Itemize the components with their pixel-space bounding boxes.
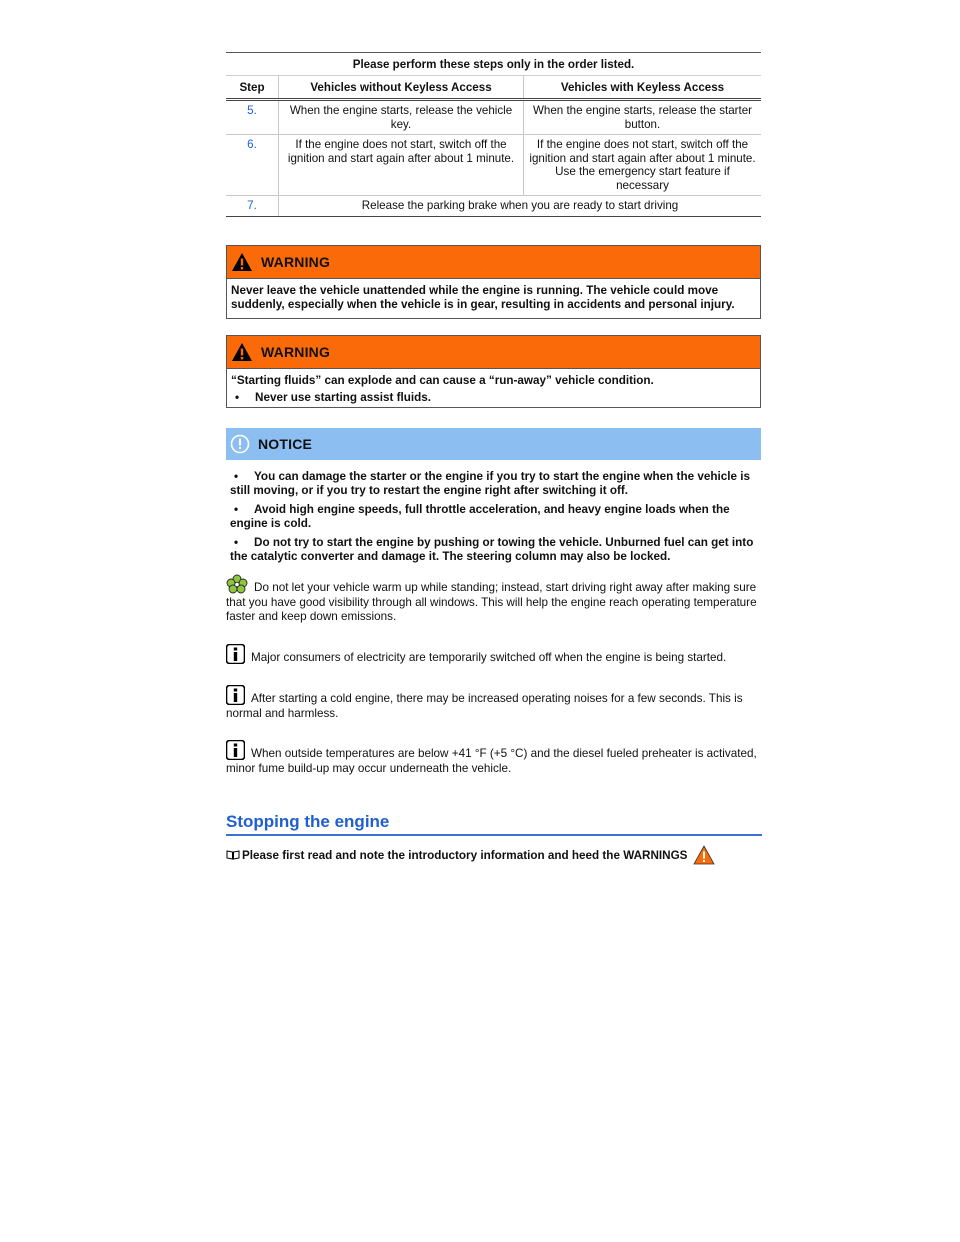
section-intro-text: Please first read and note the introductory information and heed the WARNINGS: [242, 848, 688, 862]
notice-title: NOTICE: [258, 436, 313, 452]
header-step: Step: [226, 76, 279, 100]
notice-box: [226, 428, 761, 563]
warning-box: [226, 335, 761, 408]
warning-box: [226, 245, 761, 319]
info-icon: [226, 685, 245, 705]
environment-flower-icon: [226, 574, 248, 594]
notice-header: [226, 428, 761, 460]
warning-triangle-icon: [231, 252, 253, 272]
warning-text: Never leave the vehicle unattended while the engine is running. The vehicle could move suddenly, especially when the vehicle is in gear, resulting in accidents and personal injury.: [231, 284, 735, 311]
step-number[interactable]: 6.: [226, 135, 279, 196]
warning-triangle-icon: [231, 342, 253, 362]
warning-bullet-text: Never use starting assist fluids.: [255, 391, 432, 404]
warning-title: WARNING: [261, 344, 331, 360]
bullet-icon: •: [234, 470, 239, 483]
cell-with-keyless: If the engine does not start, switch off the ignition and start again after about 1 minute. Use the emergency start feature if necessary: [524, 135, 762, 196]
table-row: [226, 100, 761, 135]
notice-item: • You can damage the starter or the engine if you try to start the engine when the vehicle is still moving, or if you try to restart the engine right after switching it off.: [230, 470, 750, 497]
bullet-icon: •: [234, 503, 239, 516]
warning-header: [227, 336, 760, 369]
notice-item: • Avoid high engine speeds, full throttle acceleration, and heavy engine loads when the engine is cold.: [230, 503, 730, 530]
section-title: Stopping the engine: [226, 812, 762, 836]
step-number[interactable]: 5.: [226, 100, 279, 135]
warning-header: [227, 246, 760, 279]
warning-triangle-icon[interactable]: [693, 845, 715, 865]
cell-without-keyless: If the engine does not start, switch off the ignition and start again after about 1 minute.: [279, 135, 524, 196]
info-note: After starting a cold engine, there may be increased operating noises for a few seconds. This is normal and harmless.: [226, 685, 762, 721]
cell-without-keyless: When the engine starts, release the vehicle key.: [279, 100, 524, 135]
step-number[interactable]: 7.: [226, 196, 279, 217]
notice-item: • Do not try to start the engine by pushing or towing the vehicle. Unburned fuel can get into the catalytic converter and damage it. The steering column may also be locked.: [230, 536, 754, 563]
info-icon: [226, 740, 245, 760]
warning-bullet: [231, 388, 756, 405]
header-without-keyless: Vehicles without Keyless Access: [279, 76, 524, 100]
warning-text: “Starting fluids” can explode and can cause a “run-away” vehicle condition.: [231, 374, 654, 387]
warning-title: WARNING: [261, 254, 331, 270]
cell-with-keyless: When the engine starts, release the starter button.: [524, 100, 762, 135]
info-note: When outside temperatures are below +41 °F (+5 °C) and the diesel fueled preheater is activated, minor fume build-up may occur underneath the vehicle.: [226, 740, 762, 776]
cell-both: Release the parking brake when you are ready to start driving: [279, 196, 762, 217]
info-note: Major consumers of electricity are temporarily switched off when the engine is being started.: [226, 644, 762, 666]
book-icon: [226, 850, 240, 860]
info-icon: [226, 644, 245, 664]
page: [226, 52, 762, 862]
steps-table: [226, 52, 761, 217]
bullet-icon: •: [235, 391, 240, 404]
header-with-keyless: Vehicles with Keyless Access: [524, 76, 762, 100]
notice-exclamation-icon: [230, 434, 250, 454]
environment-note: Do not let your vehicle warm up while standing; instead, start driving right away after making sure that you have good visibility through all windows. This will help the engine reach operating temperature faster and keep down emissions.: [226, 574, 762, 625]
table-caption: Please perform these steps only in the order listed.: [226, 53, 761, 76]
table-row: [226, 196, 761, 217]
table-row: [226, 135, 761, 196]
bullet-icon: •: [234, 536, 239, 549]
section-intro: [226, 845, 715, 865]
